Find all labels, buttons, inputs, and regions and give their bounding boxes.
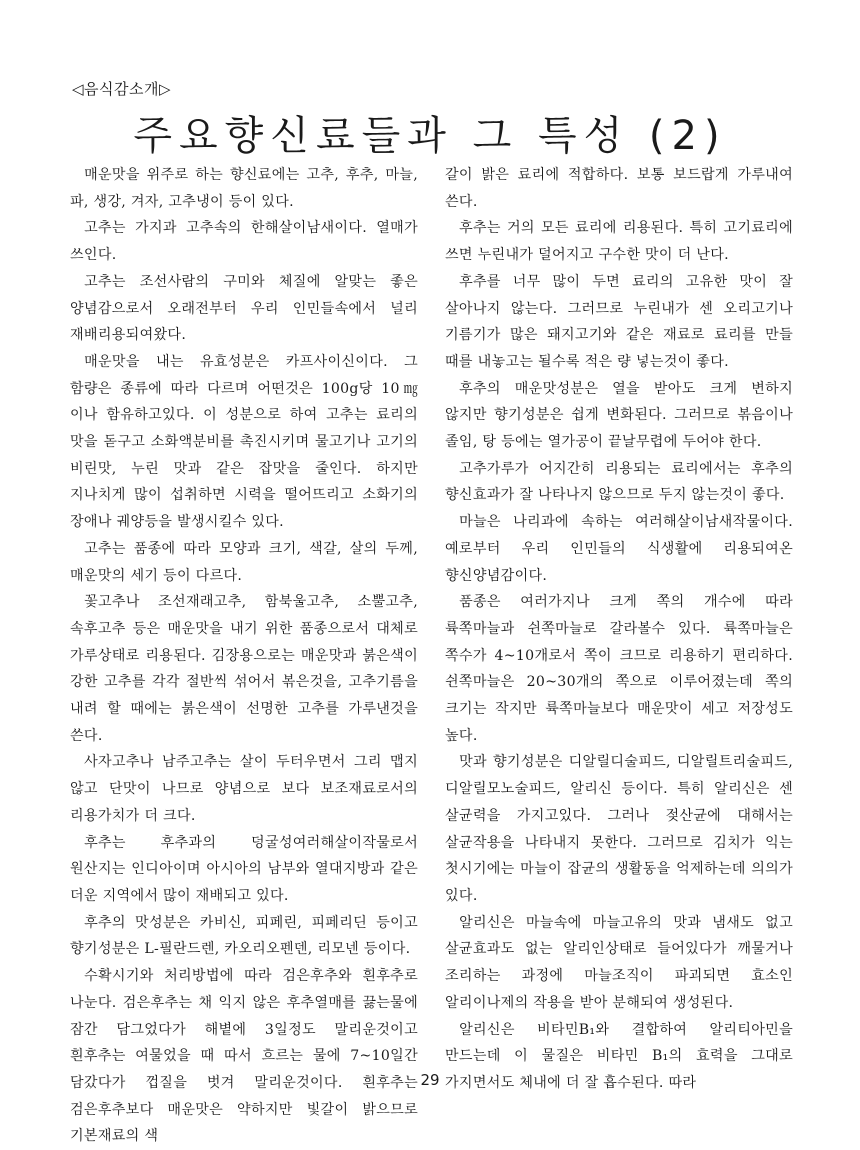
paragraph: 매운맛을 위주로 하는 향신료에는 고추, 후추, 마늘, 파, 생강, 겨자, 고추냉이 등이 있다. xyxy=(70,167,418,210)
paragraph: 후추를 너무 많이 두면 료리의 고유한 맛이 잘 살아나지 않는다. 그러므로 누린내가 센 오리고기나 기름기가 많은 돼지고기와 같은 재료로 료리를 만들 때를 내놓고는 될수록 적은 량 넣는것이 좋다. xyxy=(445,273,793,370)
page-number: 29 xyxy=(420,1071,440,1089)
paragraph: 수확시기와 처리방법에 따라 검은후추와 흰후추로 나눈다. 검은후추는 채 익지 않은 후추열매를 끓는물에 잠간 담그었다가 해볕에 3일정도 말리운것이고 흰후추는 여물었을 때 따서 흐르는 물에 7~10일간 담갔다가 껍질을 벗겨 말리운것이다. 흰후추는 검은후추보다 매운맛은 약하지만 빛갈이 밝으므로 기본재료의 색 xyxy=(70,968,418,1145)
paragraph: 고추는 조선사람의 구미와 체질에 알맞는 좋은 양념감으로서 오래전부터 우리 인민들속에서 널리 재배리용되여왔다. xyxy=(70,273,418,344)
paragraph: 알리신은 비타민B₁와 결합하여 알리티아민을 만드는데 이 물질은 비타민 B₁의 효력을 그대로 가지면서도 체내에 더 잘 흡수된다. 따라 xyxy=(445,1021,793,1091)
paragraph: 매운맛을 내는 유효성분은 카프사이신이다. 그 함량은 종류에 따라 다르며 어떤것은 100g당 10㎎이나 함유하고있다. 이 성분으로 하여 고추는 료리의 맛을 돋구고 소화액분비를 촉진시키며 물고기나 고기의 비린맛, 누린 맛과 같은 잡맛을 줄인다. 하지만 지나치게 많이 섭취하면 시력을 떨어뜨리고 소화기의 장애나 궤양등을 발생시킬수 있다. xyxy=(70,353,418,531)
section-label: ◁음식감소개▷ xyxy=(72,80,172,98)
paragraph: 후추의 매운맛성분은 열을 받아도 크게 변하지 않지만 향기성분은 쉽게 변화된다. 그러므로 볶음이나 졸임, 탕 등에는 열가공이 끝날무렵에 두어야 한다. xyxy=(445,380,793,451)
right-column xyxy=(445,162,793,1097)
paragraph: 사자고추나 남주고추는 살이 두터우면서 그리 맵지 않고 단맛이 나므로 양념으로 보다 보조재료로서의 리용가치가 더 크다. xyxy=(70,754,418,824)
paragraph: 맛과 향기성분은 디알릴디술피드, 디알릴트리술피드, 디알릴모노술피드, 알리신 등이다. 특히 알리신은 센 살균력을 가지고있다. 그러나 젖산균에 대해서는 살균작용을 나타내지 못한다. 그러므로 김치가 익는 첫시기에는 마늘이 잡균의 생활동을 억제하는데 의의가 있다. xyxy=(445,754,793,904)
paragraph: 후추의 맛성분은 카비신, 피페린, 피페리딘 등이고 향기성분은 L-필란드렌, 카오리오펜덴, 리모넨 등이다. xyxy=(70,914,418,958)
article-title: 주요향신료들과 그 특성 (2) xyxy=(133,113,727,159)
paragraph: 고추가루가 어지간히 리용되는 료리에서는 후추의 향신효과가 잘 나타나지 않으므로 두지 않는것이 좋다. xyxy=(445,460,793,504)
left-column xyxy=(70,162,418,1150)
paragraph: 후추는 후추과의 덩굴성여러해살이작물로서 원산지는 인디아이며 아시아의 남부와 열대지방과 같은 더운 지역에서 많이 재배되고 있다. xyxy=(70,834,418,904)
paragraph: 품종은 여러가지나 크게 쪽의 개수에 따라 륙쪽마늘과 쉰쪽마늘로 갈라볼수 있다. 륙쪽마늘은 쪽수가 4~10개로서 쪽이 크므로 리용하기 편리하다. 쉰쪽마늘은 20~30개의 쪽으로 이루어졌는데 쪽의 크기는 작지만 륙쪽마늘보다 매운맛이 세고 저장성도 높다. xyxy=(445,594,793,744)
paragraph: 고추는 가지과 고추속의 한해살이남새이다. 열매가 쓰인다. xyxy=(70,220,418,264)
paragraph: 후추는 거의 모든 료리에 리용된다. 특히 고기료리에 쓰면 누린내가 덜어지고 구수한 맛이 더 난다. xyxy=(445,220,793,264)
paragraph-continued: 갈이 밝은 료리에 적합하다. 보통 보드랍게 가루내여 쓴다. xyxy=(445,167,793,210)
paragraph: 꽃고추나 조선재래고추, 함북울고추, 소뿔고추, 속후고추 등은 매운맛을 내기 위한 품종으로서 대체로 가루상태로 리용된다. 김장용으로는 매운맛과 붉은색이 강한 고추를 각각 절반씩 섞어서 볶은것을, 고추기름을 내려 할 때에는 붉은색이 선명한 고추를 가루낸것을 쓴다. xyxy=(70,594,418,744)
paragraph: 마늘은 나리과에 속하는 여러해살이남새작물이다. 예로부터 우리 인민들의 식생활에 리용되여온 향신양념감이다. xyxy=(445,514,793,584)
paragraph: 알리신은 마늘속에 마늘고유의 맛과 냄새도 없고 살균효과도 없는 알리인상태로 들어있다가 깨물거나 조리하는 과정에 마늘조직이 파괴되면 효소인 알리이나제의 작용을 받아 분해되여 생성된다. xyxy=(445,914,793,1011)
paragraph: 고추는 품종에 따라 모양과 크기, 색갈, 살의 두께, 매운맛의 세기 등이 다르다. xyxy=(70,540,418,584)
